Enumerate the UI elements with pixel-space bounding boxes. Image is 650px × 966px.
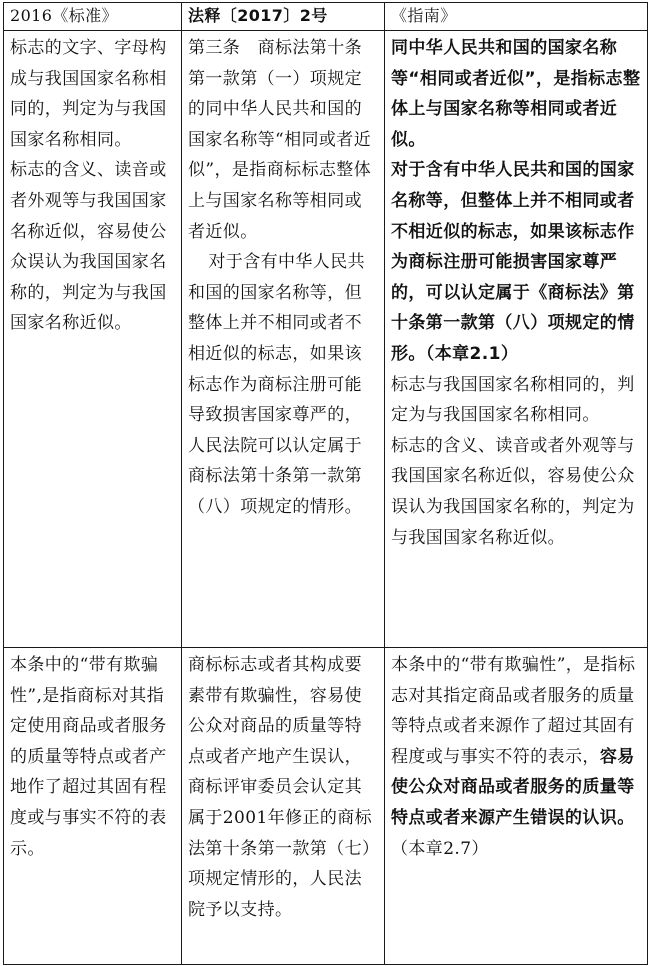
paragraph: 本条中的“带有欺骗性”，是指标志对其指定商品或者服务的质量等特点或者来源作了超过其固有程度或与事实不符的表示， (391, 655, 636, 767)
paragraph: 本条中的“带有欺骗性”,是指商标对其指定使用商品或者服务的质量等特点或者产地作了超过其固有程度或与事实不符的表示。 (10, 655, 167, 859)
paragraph-bold: 对于含有中华人民共和国的国家名称等，但整体上并不相同或者不相近似的标志，如果该标志作为商标注册可能损害国家尊严的，可以认定属于《商标法》第十条第一款第（八）项规定的情形。（本章2.1） (391, 160, 635, 364)
table-cell-guide (385, 648, 648, 965)
table-row (4, 31, 648, 648)
paragraph: 标志的含义、读音或者外观等与我国国家名称近似，容易使公众误认为我国国家名称的，判定为与我国国家名称近似。 (391, 435, 635, 548)
table-cell-judicial (182, 648, 385, 965)
paragraph: 标志的含义、读音或者外观等与我国国家名称近似，容易使公众误认为我国国家名称的，判定为与我国国家名称近似。 (10, 160, 167, 334)
table-row (4, 648, 648, 965)
table-cell-standard (4, 648, 182, 965)
paragraph: 对于含有中华人民共和国的国家名称等，但整体上并不相同或者不相近似的标志，如果该标志作为商标注册可能导致损害国家尊严的，人民法院可以认定属于商标法第十条第一款第（八）项规定的情形。 (188, 252, 365, 517)
header-cell-guide: 《指南》 (385, 3, 648, 31)
comparison-table (3, 2, 648, 965)
table-cell-guide (385, 31, 648, 648)
table-cell-judicial (182, 31, 385, 648)
paragraph-bold: 容易使公众对商品或者服务的质量等特点或者来源产生错误的认识。 (391, 746, 635, 828)
header-row (4, 3, 648, 31)
header-cell-judicial-interpretation: 法释〔2017〕2号 (182, 3, 385, 31)
paragraph: 第三条 商标法第十条第一款第（一）项规定的同中华人民共和国的国家名称等“相同或者近似”，是指商标标志整体上与国家名称等相同或者近似。 (188, 38, 372, 242)
header-cell-standard-2016: 2016《标准》 (4, 3, 182, 31)
table-cell-standard (4, 31, 182, 648)
paragraph-bold: 同中华人民共和国的国家名称等“相同或者近似”，是指标志整体上与国家名称等相同或者近似。 (391, 38, 641, 150)
chapter-reference: （本章2.7） (391, 838, 489, 859)
paragraph: 商标标志或者其构成要素带有欺骗性，容易使公众对商品的质量等特点或者产地产生误认，商标评审委员会认定其属于2001年修正的商标法第十条第一款第（七）项规定情形的，人民法院予以支持。 (188, 655, 373, 920)
paragraph: 标志的文字、字母构成与我国国家名称相同的，判定为与我国国家名称相同。 (10, 38, 167, 150)
paragraph: 标志与我国国家名称相同的，判定为与我国国家名称相同。 (391, 374, 635, 426)
